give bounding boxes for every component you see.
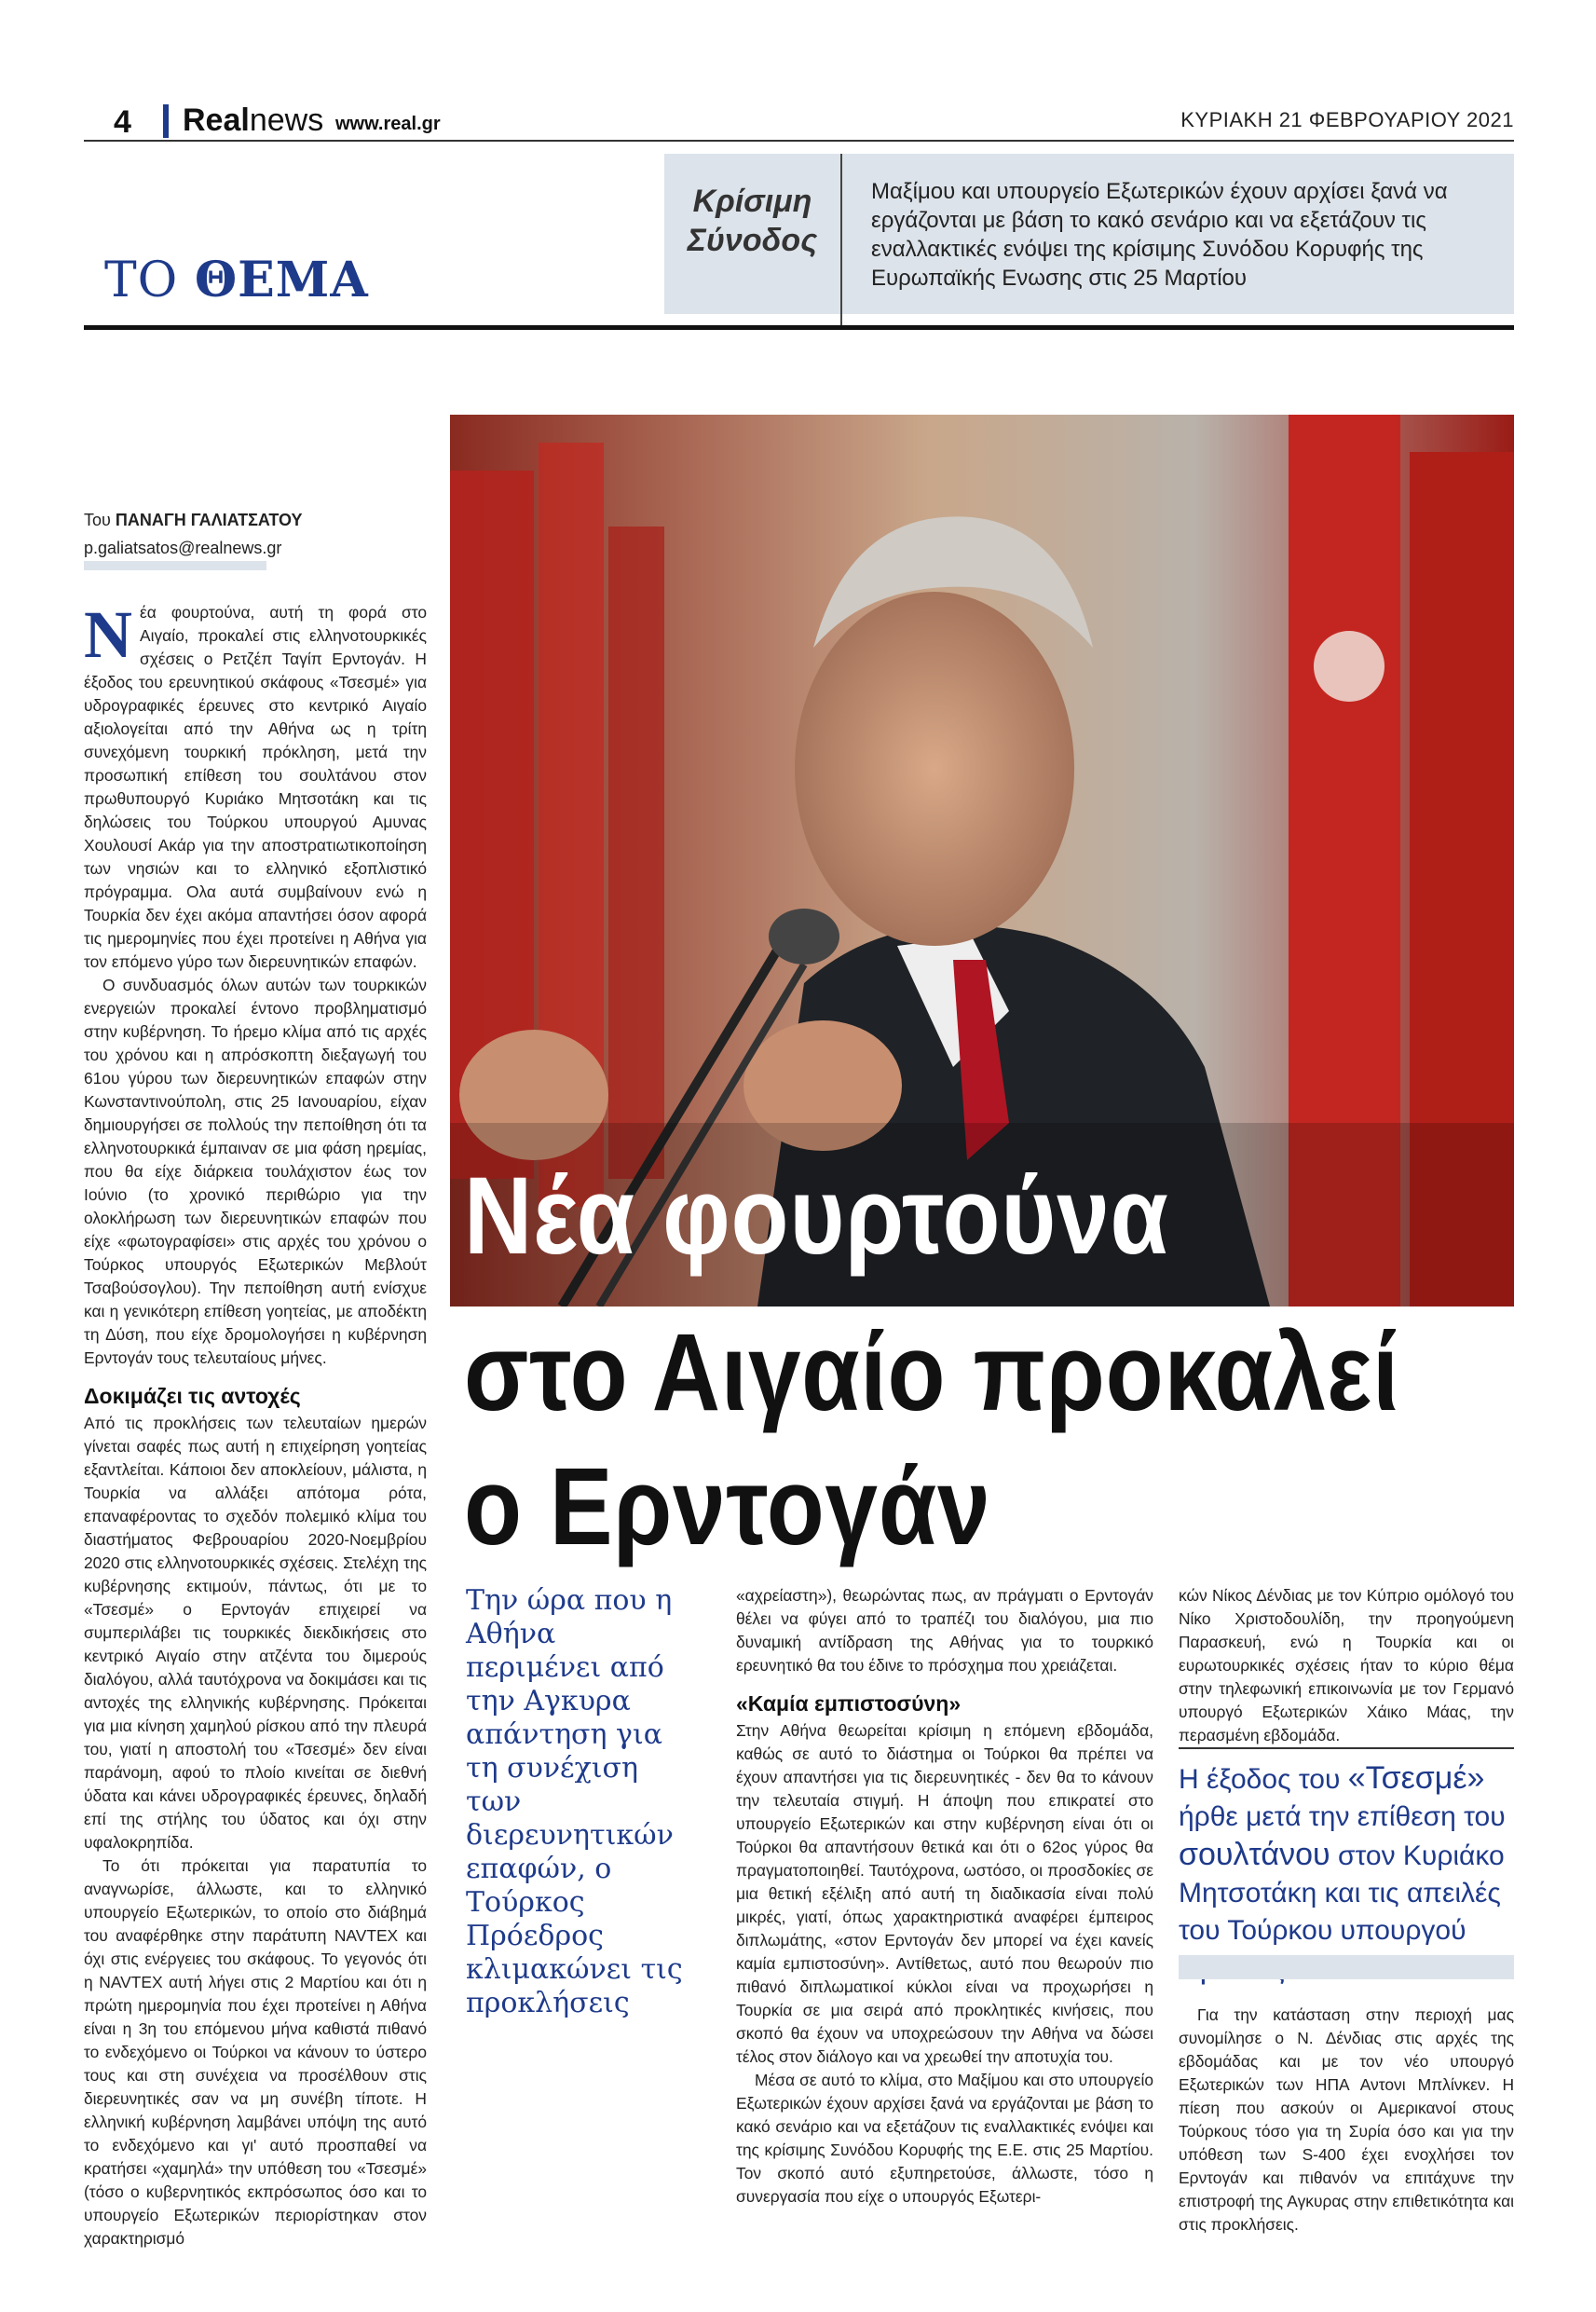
byline-underline xyxy=(84,561,266,570)
page-number: 4 xyxy=(114,104,131,140)
article-paragraph: Στην Αθήνα θεωρείται κρίσιμη η επόμενη εβδομάδα, καθώς σε αυτό το διάστημα οι Τούρκοι θα πρέπει να έχουν απαντήσει για τις διερευνητικές - δεν θα το κάνουν την τελευταία στιγμή. Η άποψη που επικρατεί στο υπουργείο Εξωτερικών και στην κυβέρνηση είναι ότι οι Τούρκοι θα απαντήσουν θετικά και ότι ο 62ος γύρος θα πραγματοποιηθεί. Ταυτόχρονα, ωστόσο, οι προσδοκίες σε μια θετική εξέλιξη από αυτή τη διαδικασία είναι πολύ μικρές, γιατί, όπως χαρακτηριστικά αναφέρει έμπειρος διπλωμάτης, «στον Ερντογάν δεν μπορεί να έχει κανείς καμία εμπιστοσύνη». Αντίθετως, αυτό που θεωρούν πιο πιθανό διπλωματικοί κύκλοι είναι να προχωρήσει η Τουρκία σε μια σειρά από προκλητικές κινήσεις, που σκοπό θα έχουν να υποχρεώσουν την Αθήνα να δώσει τέλος στον διάλογο και να χρεωθεί την αποτυχία του. xyxy=(736,1721,1153,2066)
pull-quote-bar xyxy=(1179,1955,1514,1979)
section-prefix: ΤΟ xyxy=(104,253,179,308)
article-paragraph xyxy=(84,597,427,974)
headline-line-1: Νέα φουρτούνα xyxy=(464,1155,1169,1278)
pull-quote-rule xyxy=(1179,1747,1514,1749)
issue-date: ΚΥΡΙΑΚΗ 21 ΦΕΒΡΟΥΑΡΙΟΥ 2021 xyxy=(1180,108,1514,131)
article-paragraph: κών Νίκος Δένδιας με τον Κύπριο ομόλογό του Νίκο Χριστοδουλίδη, την προηγούμενη Παρασκευή, ενώ η Τουρκία και οι ευρωτουρκικές σχέσεις ήταν το κύριο θέμα στην τηλεφωνική επικοινωνία με τον Γερμανό υπουργό Εξωτερικών Χάικο Μάας, την περασμένη εβδομάδα. xyxy=(1179,1586,1514,1744)
article-column-3 xyxy=(1179,1584,1514,1747)
article-column-1 xyxy=(84,597,427,2250)
byline-prefix: Του xyxy=(84,511,111,529)
article-column-3b xyxy=(1179,2004,1514,2237)
headline-line-2: στο Αιγαίο προκαλεί xyxy=(464,1311,1400,1434)
section-title xyxy=(104,252,369,308)
pull-quote-text: ήρθε μετά την επίθεση του xyxy=(1179,1801,1506,1832)
author-email[interactable]: p.galiatsatos@realnews.gr xyxy=(84,539,282,557)
pull-quote-text: Η έξοδος του xyxy=(1179,1764,1348,1795)
byline-author: ΠΑΝΑΓΗ ΓΑΛΙΑΤΣΑΤΟΥ xyxy=(115,511,303,529)
section-name: ΘΕΜΑ xyxy=(194,252,369,308)
teaser-text: Μαξίμου και υπουργείο Εξωτερικών έχουν αρχίσει ξανά να εργάζονται με βάση το κακό σενάριο και να εξετάζουν τις εναλλακτικές ενόψει της κρίσιμης Συνόδου Κορυφής της Ευρωπαϊκής Ενωσης στις 25 Μαρτίου xyxy=(871,179,1448,291)
article-paragraph: Ο συνδυασμός όλων αυτών των τουρκικών ενεργειών προκαλεί έντονο προβληματισμό στην κυβέρνηση. Το ήρεμο κλίμα από τις αρχές του χρόνου και η απρόσκοπτη διεξαγωγή του 61ου γύρου των διερευνητικών επαφών στην Κωνσταντινούπολη, στις 25 Ιανουαρίου, είχαν δημιουργήσει σε πολλούς την πεποίθηση ότι τα ελληνοτουρκικά έμπαιναν σε μια φάση ηρεμίας, που θα είχε διάρκεια τουλάχιστον έως τον Ιούνιο (το χρονικό περιθώριο για την ολοκλήρωση των διερευνητικών επαφών που είχε «φωτογραφίσει» στις αρχές του χρόνου ο Τούρκος υπουργός Εξωτερικών Μεβλούτ Τσαβούσογλου). Την πεποίθηση αυτή ενίσχυε και η γενικότερη επίθεση γοητείας, με αποδέκτη τη Δύση, που είχε δρομολογήσει η κυβέρνηση Ερντογάν τους τελευταίους μήνες. xyxy=(84,976,427,1367)
pull-quote-text: σουλτάνου xyxy=(1179,1837,1330,1872)
article-paragraph: Από τις προκλήσεις των τελευταίων ημερών γίνεται σαφές πως αυτή η επιχείρηση γοητείας εξαντλείται. Κάποιοι δεν αποκλείουν, μάλιστα, η Τουρκία να αλλάξει απότομα ρότα, επαναφέροντας το σχεδόν πολεμικό κλίμα του διαστήματος Φεβρουαρίου 2020-Νοεμβρίου 2020 στις ελληνοτουρκικές σχέσεις. Στελέχη της κυβέρνησης εκτιμούν, πάντως, ότι με το «Τσεσμέ» ο Ερντογάν επιχειρεί να συμπεριλάβει τις τουρκικές διεκδικήσεις στο κεντρικό Αιγαίο στην ατζέντα του διμερούς διαλόγου, αλλά ταυτόχρονα να δοκιμάσει και τις αντοχές της ελληνικής κυβέρνησης. Πρόκειται για μια κίνηση χαμηλού ρίσκου από την πλευρά του, γιατί η αποστολή του «Τσεσμέ» δεν είναι παράνομη, αφού το πλοίο κινείται σε διεθνή ύδατα και κάνει υδρογραφικές έρευνες, δηλαδή επί της στήλης του ύδατος και όχι στην υφαλοκρηπίδα. xyxy=(84,1414,427,1852)
brand-bold: Real xyxy=(183,103,250,138)
article-paragraph: Για την κατάσταση στην περιοχή μας συνομίλησε ο Ν. Δένδιας στις αρχές της εβδομάδας και με τον νέο υπουργό Εξωτερικών των ΗΠΑ Αντονι Μπλίνκεν. Η πίεση που ασκούν οι Αμερικανοί στους Τούρκους τόσο για τη Συρία όσο και για την υπόθεση των S-400 έχει ενοχλήσει τον Ερντογάν και πιθανόν να επιτάχυνε την επιστροφή της Αγκυρας στην επιθετικότητα και στις προκλήσεις. xyxy=(1179,2005,1514,2234)
article-paragraph: Το ότι πρόκειται για παρατυπία το αναγνωρίσε, άλλωστε, και το ελληνικό υπουργείο Εξωτερικών, το οποίο στο διάβημά του αναφέρθηκε στην παράτυπη NAVTEX και όχι στις ενέργειες του σκάφους. Το γεγονός ότι η NAVTEX αυτή λήγει στις 2 Μαρτίου και ότι η πρώτη ημερομηνία που έχει προτείνει η Αθήνα είναι η 3η του επόμενου μήνα καθιστά πιθανό το ενδεχόμενο οι Τούρκοι να κάνουν το ύστερο τους και στη συνέχεια να προσέλθουν στις διερευνητικές σαν να μη συνέβη τίποτε. Η ελληνική κυβέρνηση λαμβάνει υπόψη της αυτό το ενδεχόμενο και γι' αυτό προσπαθεί να κρατήσει «χαμηλά» την υπόθεση του «Τσεσμέ» (τόσο ο κυβερνητικός εκπρόσωπος όσο και το υπουργείο Εξωτερικών περιορίστηκαν στον χαρακτηρισμό xyxy=(84,1856,427,2248)
dropcap: Ν xyxy=(84,597,132,672)
article-column-2 xyxy=(736,1584,1153,2209)
section-rule xyxy=(84,325,1514,330)
article-text: έα φουρτούνα, αυτή τη φορά στο Αιγαίο, προκαλεί στις ελληνοτουρκικές σχέσεις ο Ρετζέπ Ταγίπ Ερντογάν. Η έξοδος του ερευνητικού σκάφους «Τσεσμέ» για υδρογραφικές έρευνες στο κεντρικό Αιγαίο αξιολογείται από την Αθήνα ως η τρίτη συνεχόμενη τουρκική πρόκληση, μετά την προσωπική επίθεση του σουλτάνου στον πρωθυπουργό Κυριάκο Μητσοτάκη και τις δηλώσεις του Τούρκου υπουργού Αμυνας Χουλουσί Ακάρ για την αποστρατιωτικοποίηση των νησιών και το ελληνικό εξοπλιστικό πρόγραμμα. Ολα αυτά συμβαίνουν ενώ η Τουρκία δεν έχει ακόμα απαντήσει όσον αφορά τις ημερομηνίες που έχει προτείνει η Αθήνα για τον επόμενο γύρο των διερευνητικών επαφών. xyxy=(84,603,427,971)
teaser-label-line2: Σύνοδος xyxy=(687,223,818,258)
byline xyxy=(84,511,303,530)
subheading: Δοκιμάζει τις αντοχές xyxy=(84,1384,301,1408)
headline-line-3: ο Ερντογάν xyxy=(464,1445,991,1568)
pull-quote-text: στον Κυριάκο Μητσοτάκη και τις απειλές του Τούρκου υπουργού xyxy=(1179,1840,1505,1946)
teaser-divider xyxy=(840,154,842,326)
pull-quote-text: «Τσεσμέ» xyxy=(1347,1760,1485,1796)
brand-logo[interactable] xyxy=(183,103,323,139)
brand-thin: news xyxy=(249,103,324,138)
article-paragraph: Μέσα σε αυτό το κλίμα, στο Μαξίμου και στο υπουργείο Εξωτερικών έχουν αρχίσει ξανά να εργάζονται με βάση το κακό σενάριο και να εξετάζουν τις εναλλακτικές ενόψει και της κρίσιμης Συνόδου Κορυφής της Ε.Ε. στις 25 Μαρτίου. Τον σκοπό αυτό εξυπηρετούσε, άλλωστε, τόσο η συνεργασία που είχε ο υπουργός Εξωτερι- xyxy=(736,2071,1153,2206)
subheading: «Καμία εμπιστοσύνη» xyxy=(736,1691,962,1716)
teaser-label xyxy=(664,182,840,260)
header-rule xyxy=(84,140,1514,142)
teaser-label-line1: Κρίσιμη xyxy=(692,184,812,219)
deck: Την ώρα που η Αθήνα περιμένει από την Αγκυρα απάντηση για τη συνέχιση των διερευνητικών επαφών, ο Τούρκος Πρόεδρος κλιμακώνει τις προκλήσεις xyxy=(466,1584,683,2019)
header-divider xyxy=(163,104,169,138)
site-url[interactable]: www.real.gr xyxy=(335,114,441,134)
article-paragraph: «αχρείαστη»), θεωρώντας πως, αν πράγματι ο Ερντογάν θέλει να φύγει από το τραπέζι του διαλόγου, μια πιο δυναμική αντίδραση της Αθήνας για το τουρκικό ερευνητικό θα του έδινε το πρόσχημα που χρειάζεται. xyxy=(736,1586,1153,1675)
